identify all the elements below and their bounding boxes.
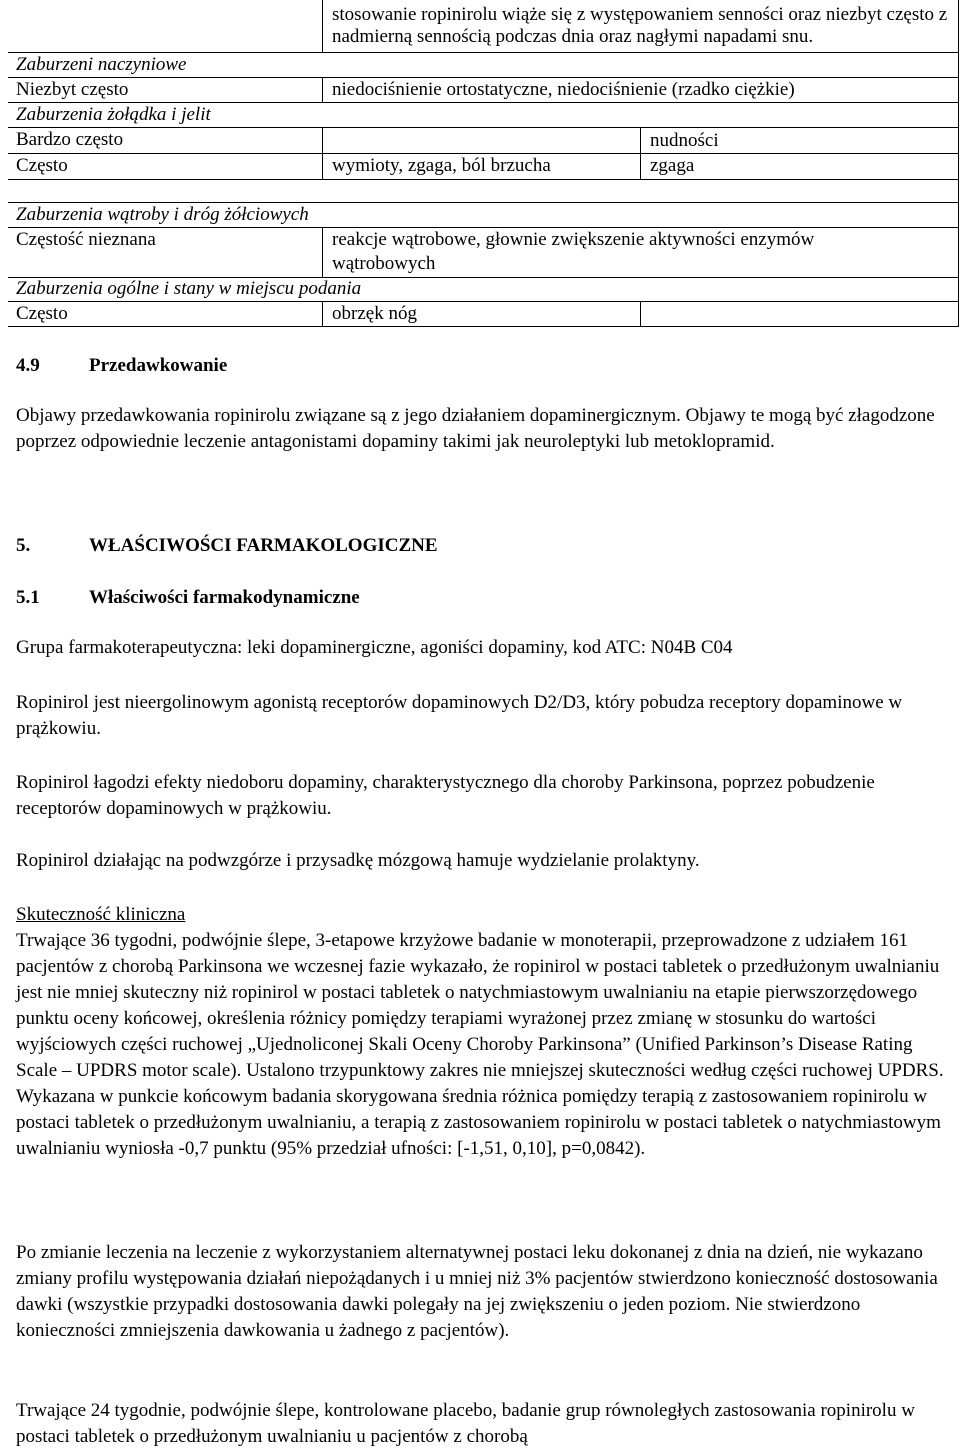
adverse-effects-table [8,0,959,327]
section-number: 5. [16,535,31,556]
row-divider [8,153,958,154]
category-label: Zaburzenia wątroby i dróg żółciowych [16,204,309,225]
table-cell: wątrobowych [332,253,436,274]
row-divider [8,301,958,302]
switch-paragraph: Po zmianie leczenia na leczenie z wykorzystaniem alternatywnej postaci leku dokonanej z dnia na dzień, nie wykazano zmiany profilu występowania działań niepożądanych i u mniej niż 3% pacjentów stwierdzono konieczność dostosowania dawki (wszystkie przypadki dostosowania dawki polegały na jej zwiększeniu o jeden poziom. Nie stwierdzono konieczności zmniejszenia dawkowania u żadnego z pacjentów). [16,1242,938,1341]
col-divider [322,301,323,326]
paragraph: Ropinirol jest nieergolinowym agonistą receptorów dopaminowych D2/D3, który pobudza receptory dopaminowe w prążkowiu. [16,692,903,739]
table-cell: stosowanie ropinirolu wiąże się z występowaniem senności oraz niezbyt często z nadmierną sennością podczas dnia oraz nagłymi napadami snu. [332,4,948,47]
row-divider [8,127,958,128]
category-label: Zaburzenia żołądka i jelit [16,104,211,125]
category-label: Zaburzenia ogólne i stany w miejscu podania [16,278,362,299]
paragraph: Ropinirol działając na podwzgórze i przysadkę mózgową hamuje wydzielanie prolaktyny. [16,850,700,871]
section-number: 5.1 [16,587,40,608]
col-divider [640,301,641,326]
section-title: WŁAŚCIWOŚCI FARMAKOLOGICZNE [89,535,438,556]
frequency-label: Niezbyt często [16,79,129,100]
col-divider [322,77,323,102]
section-title: Właściwości farmakodynamiczne [89,587,360,608]
frequency-label: Często [16,155,68,176]
row-divider [8,227,958,228]
row-divider [8,202,958,203]
table-cell: reakcje wątrobowe, głownie zwiększenie aktywności enzymów [332,229,815,250]
section-title: Przedawkowanie [89,355,228,376]
row-divider [8,179,958,180]
frequency-label: Bardzo często [16,129,124,150]
frequency-label: Częstość nieznana [16,229,156,250]
table-cell: wymioty, zgaga, ból brzucha [332,155,551,176]
pharmacotherapeutic-group: Grupa farmakoterapeutyczna: leki dopaminergiczne, agoniści dopaminy, kod ATC: N04B C04 [16,637,733,658]
trial-paragraph: Trwające 24 tygodnie, podwójnie ślepe, kontrolowane placebo, badanie grup równoległych zastosowania ropinirolu w postaci tabletek o przedłużonym uwalnianiu u pacjentów z chorobą [16,1400,915,1447]
section-number: 4.9 [16,355,40,376]
overdose-paragraph: Objawy przedawkowania ropinirolu związane są z jego działaniem dopaminergicznym. Objawy te mogą być złagodzone poprzez odpowiednie leczenie antagonistami dopaminy takimi jak neuroleptyki lub metoklopramid. [16,405,935,452]
col-divider [322,0,323,52]
frequency-label: Często [16,303,68,324]
table-cell: zgaga [650,155,695,176]
row-divider [8,102,958,103]
row-divider [8,77,958,78]
paragraph: Ropinirol łagodzi efekty niedoboru dopaminy, charakterystycznego dla choroby Parkinsona, poprzez pobudzenie receptorów dopaminowych w prążkowiu. [16,772,875,819]
table-cell: nudności [650,130,719,151]
clinical-paragraph: Trwające 36 tygodni, podwójnie ślepe, 3-etapowe krzyżowe badanie w monoterapii, przeprowadzone z udziałem 161 pacjentów z chorobą Parkinsona we wczesnej fazie wykazało, że ropinirol w postaci tabletek o przedłużonym uwalnianiu jest nie mniej skuteczny niż ropinirol w postaci tabletek o natychmiastowym uwalnianiu na etapie pierwszorzędowego punktu oceny końcowej, określenia różnicy pomiędzy terapiami wyrażonej przez zmianę w stosunku do wartości wyjściowych części ruchowej „Ujednoliconej Skali Oceny Choroby Parkinsona” (Unified Parkinson’s Disease Rating Scale – UPDRS motor scale). Ustalono trzypunktowy zakres nie mniejszej skuteczności według części ruchowej UPDRS. Wykazana w punkcie końcowym badania skorygowana średnia różnica pomiędzy terapią z zastosowaniem ropinirolu w postaci tabletek o przedłużonym uwalnianiu, a terapią z zastosowaniem ropinirolu w postaci tabletek o natychmiastowym uwalnianiu wyniosła -0,7 punktu (95% przedział ufności: [-1,51, 0,10], p=0,0842). [16,930,944,1159]
table-cell: niedociśnienie ortostatyczne, niedociśnienie (rzadko ciężkie) [332,79,795,100]
col-divider [322,227,323,277]
category-label: Zaburzeni naczyniowe [16,54,187,75]
clinical-efficacy-heading: Skuteczność kliniczna [16,904,186,925]
row-divider [8,52,958,53]
table-cell: obrzęk nóg [332,303,417,324]
